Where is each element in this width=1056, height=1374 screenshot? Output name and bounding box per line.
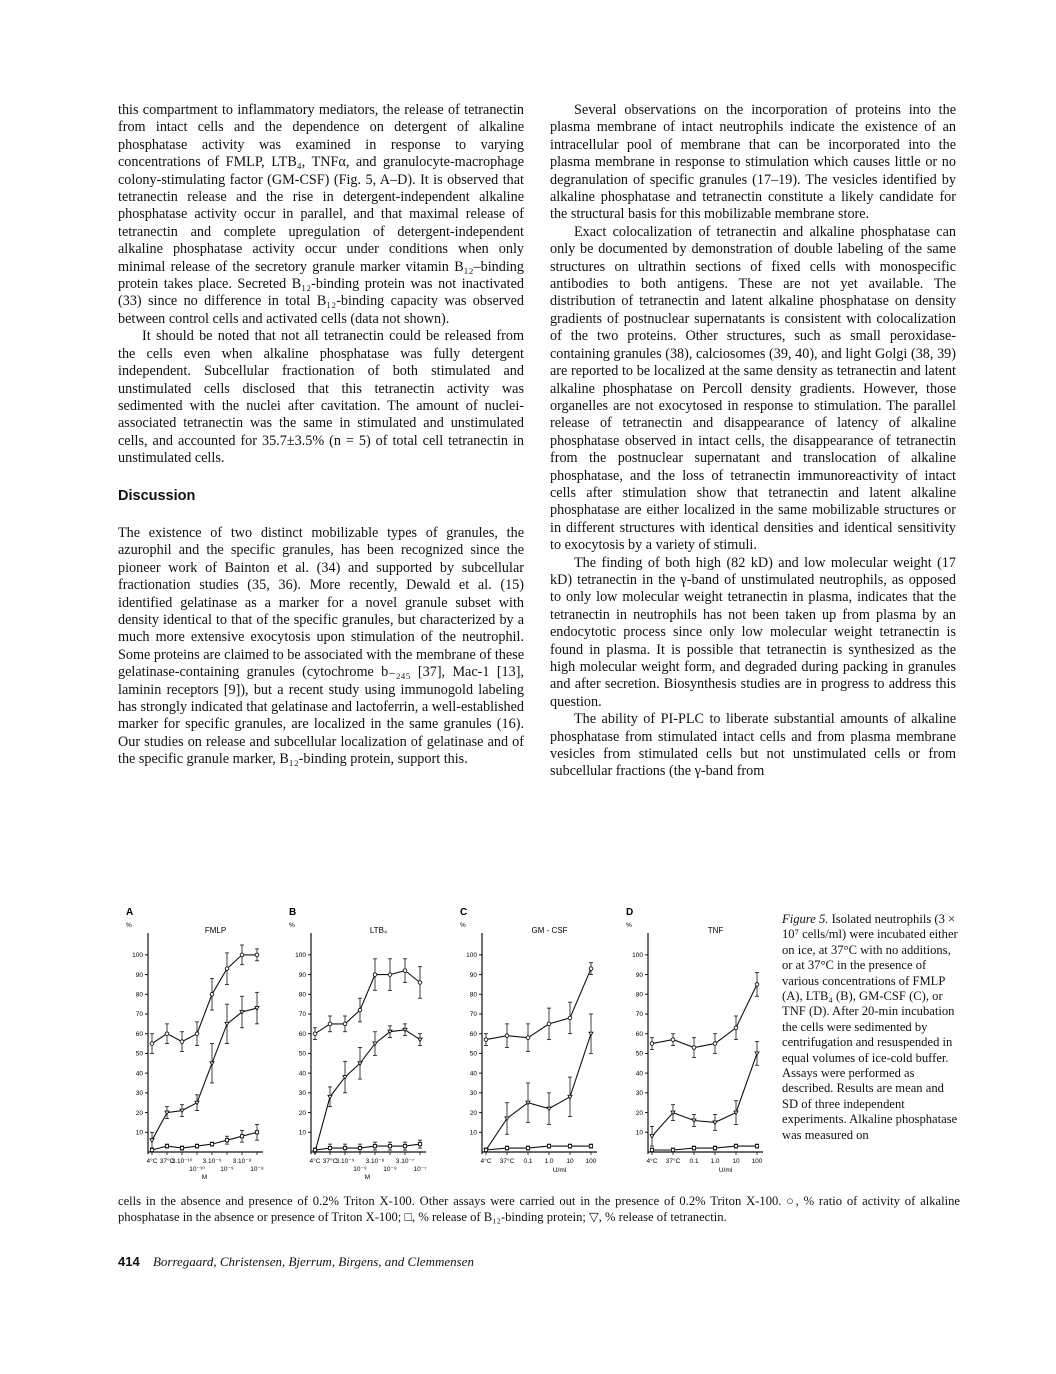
x-tick-label: 4°C [146, 1158, 158, 1165]
data-point [692, 1119, 696, 1123]
y-tick-label: 80 [135, 991, 143, 999]
y-tick-label: 60 [135, 1030, 143, 1038]
data-point [568, 1095, 572, 1099]
x-tick-label: 1.0 [710, 1158, 720, 1165]
data-point [165, 1032, 169, 1036]
chart-title: FMLP [204, 926, 227, 935]
y-tick-label: 80 [469, 991, 477, 999]
data-point [225, 967, 229, 971]
y-tick-label: 10 [469, 1129, 477, 1137]
figure-caption-side [782, 912, 960, 1143]
y-tick-label: 100 [632, 952, 643, 960]
left-paragraph-2: It should be noted that not all tetranectin could be released from the cells even when alkaline phosphatase was fully detergent independent. Subcellular fractionation of both stimulated and unstimulated cells disclosed that this tetranectin activity was sedimented with the nuclei after cavitation. The amount of nuclei-associated tetranectin was the same in stimulated and unstimulated cells, and accounted for 35.7±3.5% (n = 5) of total cell tetranectin in unstimulated cells. [118, 328, 524, 467]
x-tick-label: 37°C [159, 1158, 175, 1165]
data-point [547, 1144, 550, 1147]
data-point [373, 1144, 376, 1147]
right-paragraph-2: Exact colocalization of tetranectin and alkaline phosphatase can only be documented by demonstration of double labeling of the same structures on ultrathin sections of fixed cells with monospecific antibodies to both antigens. These are not yet available. The distribution of tetranectin and latent alkaline phosphatase on density gradients of postnuclear supernatants is consistent with colocalization of the two proteins. Other structures, such as small peroxidase-containing granules (38), calciosomes (39, 40), and light Golgi (38, 39) are reported to be localized at the same density as tetranectin and latent alkaline phosphatase on Percoll density gradients. However, those organelles are not exocytosed in response to stimulation. The parallel release of tetranectin and disappearance of latency of alkaline phosphatase observed in intact cells, the disappearance of tetranectin from the postnuclear supernatant and translocation of alkaline phosphatase, and the loss of tetranectin immunoreactivity of intact cells after stimulation show that tetranectin and latent alkaline phosphatase are either localized in the same mobilizable structures or in different structures with identical densities and identical sensitivity to exocytosis by a variety of stimuli. [550, 223, 956, 554]
data-point [589, 1144, 592, 1147]
figure-label: Figure 5. [782, 912, 829, 926]
running-authors: Borregaard, Christensen, Bjerrum, Birgens, and Clemmensen [152, 1254, 474, 1269]
series-line-3 [486, 1146, 591, 1150]
chart-panel-b [281, 905, 441, 1195]
data-point [692, 1146, 695, 1149]
data-point [650, 1042, 654, 1046]
data-point [403, 969, 407, 973]
y-axis-unit: % [626, 922, 632, 929]
y-tick-label: 70 [469, 1011, 477, 1019]
data-point [650, 1135, 654, 1139]
y-tick-label: 90 [635, 971, 643, 979]
x-tick-label: 37°C [665, 1158, 681, 1165]
y-tick-label: 30 [135, 1090, 143, 1098]
data-point [343, 1146, 346, 1149]
data-point [180, 1040, 184, 1044]
x-tick-label: 3.10⁻⁹ [202, 1158, 222, 1165]
data-point [373, 973, 377, 977]
data-point [240, 1135, 243, 1138]
series-line-1 [152, 955, 257, 1044]
x-axis-label: U/ml [718, 1167, 733, 1174]
data-point [150, 1148, 153, 1151]
series-line-3 [652, 1146, 757, 1150]
left-paragraph-3: The existence of two distinct mobilizable types of granules, the azurophil and the specific granules, has been recognized since the pioneer work of Bainton et al. (34) and supported by subcellular fractionation studies (35, 36). More recently, Dewald et al. (15) identified gelatinase as a marker for a novel granule subset with density identical to that of the specific granules, but characterized by a much more extensive exocytosis upon stimulation of the neutrophil. Some proteins are claimed to be associated with the membrane of these gelatinase-containing granules (cytochrome b₋₂₄₅ [37], Mac-1 [13], laminin receptors [9]), but a recent study using immunogold labeling has strongly indicated that gelatinase and lactoferrin, a well-established marker for specific granules, are localized in the same granules (16). Our studies on release and subcellular localization of gelatinase and of the specific granule marker, B₁₂-binding protein, support this. [118, 524, 524, 768]
right-paragraph-1: Several observations on the incorporation of proteins into the plasma membrane of intact neutrophils indicate the existence of an intracellular pool of membrane that can be incorporated into the plasma membrane in response to stimulation which causes little or no degranulation of specific granules (17–19). The vesicles identified by alkaline phosphatase and tetranectin constitute a likely candidate for the structural basis for this mobilizable membrane store. [550, 102, 956, 223]
chart-panel-a [118, 905, 278, 1195]
chart-panel-d [618, 905, 778, 1195]
y-tick-label: 10 [135, 1129, 143, 1137]
y-tick-label: 30 [469, 1090, 477, 1098]
y-tick-label: 40 [298, 1070, 306, 1078]
data-point [388, 1144, 391, 1147]
data-point [755, 983, 759, 987]
series-line-2 [652, 1053, 757, 1136]
data-point [734, 1111, 738, 1115]
data-point [484, 1148, 487, 1151]
y-tick-label: 100 [466, 952, 477, 960]
data-point [180, 1146, 183, 1149]
x-tick-label: 10⁻⁷ [413, 1166, 427, 1173]
x-tick-label: 3.10⁻⁸ [232, 1158, 252, 1165]
x-tick-label: 0.1 [523, 1158, 533, 1165]
y-axis-unit: % [289, 922, 295, 929]
y-tick-label: 20 [298, 1109, 306, 1117]
x-tick-label: 37°C [499, 1158, 515, 1165]
x-tick-label: 3.10⁻⁷ [395, 1158, 415, 1165]
data-point [225, 1022, 229, 1026]
data-point [671, 1038, 675, 1042]
data-point [328, 1022, 332, 1026]
y-tick-label: 70 [135, 1011, 143, 1019]
data-point [734, 1026, 738, 1030]
x-tick-label: 3.10⁻⁸ [365, 1158, 385, 1165]
data-point [165, 1144, 168, 1147]
left-column [118, 102, 524, 769]
data-point [547, 1022, 551, 1026]
x-tick-label: 10 [566, 1158, 574, 1165]
y-tick-label: 50 [298, 1050, 306, 1058]
x-tick-label: 10⁻⁹ [220, 1166, 234, 1173]
y-tick-label: 100 [295, 952, 306, 960]
data-point [180, 1109, 184, 1113]
x-tick-label: 4°C [646, 1158, 658, 1165]
data-point [568, 1016, 572, 1020]
y-tick-label: 80 [298, 991, 306, 999]
y-axis-unit: % [126, 922, 132, 929]
series-line-1 [486, 969, 591, 1040]
left-paragraph-1: this compartment to inflammatory mediators, the release of tetranectin from intact cells and the dependence on detergent of alkaline phosphatase activity was examined in response to varying concentrations of FMLP, LTB₄, TNFα, and granulocyte-macrophage colony-stimulating factor (GM-CSF) (Fig. 5, A–D). It is observed that tetranectin release and the rise in detergent-independent alkaline phosphatase activity occur in parallel, and that maximal release of tetranectin and complete upregulation of detergent-independent alkaline phosphatase activity occur under conditions when only minimal release of the secretory granule marker vitamin B₁₂–binding protein takes place. Secreted B₁₂-binding protein was not inactivated (33) since no difference in total B₁₂-binding capacity was observed between control cells and activated cells (data not shown). [118, 102, 524, 327]
data-point [195, 1032, 199, 1036]
y-tick-label: 20 [469, 1109, 477, 1117]
panel-letter: C [460, 907, 468, 918]
y-tick-label: 80 [635, 991, 643, 999]
data-point [403, 1144, 406, 1147]
data-point [692, 1046, 696, 1050]
data-point [313, 1148, 316, 1151]
data-point [225, 1139, 228, 1142]
x-tick-label: 3.10⁻¹⁰ [171, 1158, 193, 1165]
data-point [210, 1143, 213, 1146]
y-axis-unit: % [460, 922, 466, 929]
x-axis-label: M [364, 1174, 371, 1181]
data-point [388, 973, 392, 977]
y-tick-label: 40 [135, 1070, 143, 1078]
panel-letter: D [626, 907, 634, 918]
data-point [589, 1032, 593, 1036]
chart-title: GM - CSF [531, 926, 568, 935]
data-point [418, 981, 422, 985]
y-tick-label: 60 [298, 1030, 306, 1038]
page-number: 414 [118, 1254, 140, 1269]
data-point [526, 1146, 529, 1149]
right-column [550, 102, 956, 781]
data-point [150, 1139, 154, 1143]
section-heading-discussion: Discussion [118, 487, 196, 504]
x-tick-label: 4°C [480, 1158, 492, 1165]
data-point [713, 1146, 716, 1149]
x-tick-label: 10⁻⁹ [353, 1166, 367, 1173]
data-point [755, 1052, 759, 1056]
data-point [255, 1007, 259, 1011]
series-line-1 [652, 984, 757, 1047]
y-tick-label: 100 [132, 952, 143, 960]
series-line-2 [486, 1034, 591, 1150]
data-point [328, 1146, 331, 1149]
chart-title: LTB₄ [369, 926, 388, 935]
data-point [671, 1148, 674, 1151]
series-line-2 [315, 1030, 420, 1152]
y-tick-label: 90 [135, 971, 143, 979]
figure-caption-bottom: cells in the absence and presence of 0.2% Triton X-100. Other assays were carried out in the presence of 0.2% Triton X-100. ○, % ratio of activity of alkaline phosphatase in the absence or presence of Triton X-100; □, % release of B₁₂-binding protein; ▽, % release of tetranectin. [118, 1194, 960, 1224]
y-tick-label: 70 [635, 1011, 643, 1019]
x-tick-label: 37°C [322, 1158, 338, 1165]
data-point [418, 1143, 421, 1146]
data-point [328, 1095, 332, 1099]
x-tick-label: 1.0 [544, 1158, 554, 1165]
data-point [547, 1107, 551, 1111]
data-point [195, 1101, 199, 1105]
data-point [568, 1144, 571, 1147]
data-point [505, 1034, 509, 1038]
panel-letter: B [289, 907, 297, 918]
panel-letter: A [126, 907, 134, 918]
y-tick-label: 30 [635, 1090, 643, 1098]
y-tick-label: 90 [469, 971, 477, 979]
y-tick-label: 10 [298, 1129, 306, 1137]
y-tick-label: 50 [635, 1050, 643, 1058]
y-tick-label: 60 [635, 1030, 643, 1038]
right-paragraph-3: The finding of both high (82 kD) and low molecular weight (17 kD) tetranectin in the γ-band of unstimulated neutrophils, as opposed to only low molecular weight tetranectin in plasma, indicates that the tetranectin in neutrophils has not been taken up from plasma by an endocytotic process since only low molecular weight tetranectin is found in plasma. It is possible that tetranectin is synthesized as the high molecular weight form, and degraded during packing in granules and after secretion. Biosynthesis studies are in progress to address this question. [550, 554, 956, 710]
right-paragraph-4: The ability of PI-PLC to liberate substantial amounts of alkaline phosphatase from stimulated intact cells and from plasma membrane vesicles from stimulated cells but not unstimulated cells or from subcellular fractions (the γ-band from [550, 711, 956, 780]
data-point [195, 1144, 198, 1147]
x-tick-label: 10⁻⁸ [383, 1166, 397, 1173]
data-point [358, 1008, 362, 1012]
y-tick-label: 20 [635, 1109, 643, 1117]
page-footer [118, 1254, 474, 1270]
y-tick-label: 70 [298, 1011, 306, 1019]
x-tick-label: 3.10⁻⁹ [335, 1158, 355, 1165]
data-point [734, 1144, 737, 1147]
data-point [150, 1042, 154, 1046]
data-point [650, 1148, 653, 1151]
data-point [713, 1042, 717, 1046]
data-point [589, 967, 593, 971]
x-tick-label: 100 [585, 1158, 597, 1165]
data-point [313, 1032, 317, 1036]
x-tick-label: 10 [732, 1158, 740, 1165]
y-tick-label: 40 [469, 1070, 477, 1078]
y-tick-label: 10 [635, 1129, 643, 1137]
data-point [484, 1038, 488, 1042]
y-tick-label: 60 [469, 1030, 477, 1038]
data-point [240, 953, 244, 957]
x-tick-label: 4°C [309, 1158, 321, 1165]
x-tick-label: 10⁻¹⁰ [189, 1166, 205, 1173]
x-axis-label: M [201, 1174, 208, 1181]
x-tick-label: 100 [751, 1158, 763, 1165]
y-tick-label: 50 [135, 1050, 143, 1058]
x-tick-label: 0.1 [689, 1158, 699, 1165]
x-axis-label: U/ml [552, 1167, 567, 1174]
data-point [358, 1146, 361, 1149]
data-point [255, 953, 259, 957]
y-tick-label: 90 [298, 971, 306, 979]
data-point [343, 1022, 347, 1026]
chart-title: TNF [707, 926, 724, 935]
data-point [505, 1146, 508, 1149]
x-tick-label: 10⁻⁸ [250, 1166, 264, 1173]
data-point [255, 1131, 258, 1134]
data-point [418, 1038, 422, 1042]
data-point [210, 992, 214, 996]
data-point [526, 1036, 530, 1040]
y-tick-label: 50 [469, 1050, 477, 1058]
y-tick-label: 20 [135, 1109, 143, 1117]
chart-panel-c [452, 905, 612, 1195]
figure-caption-text: Isolated neutrophils (3 × 10⁷ cells/ml) were incubated either on ice, at 37°C with no additions, or at 37°C in the presence of various concentrations of FMLP (A), LTB₄ (B), GM-CSF (C), or TNF (D). After 20-min incubation the cells were sedimented by centrifugation and resuspended in equal volumes of ice-cold buffer. Assays were performed as described. Results are mean and SD of three independent experiments. Alkaline phosphatase was measured on [782, 912, 958, 1142]
data-point [755, 1144, 758, 1147]
data-point [210, 1062, 214, 1066]
y-tick-label: 40 [635, 1070, 643, 1078]
data-point [713, 1121, 717, 1125]
y-tick-label: 30 [298, 1090, 306, 1098]
